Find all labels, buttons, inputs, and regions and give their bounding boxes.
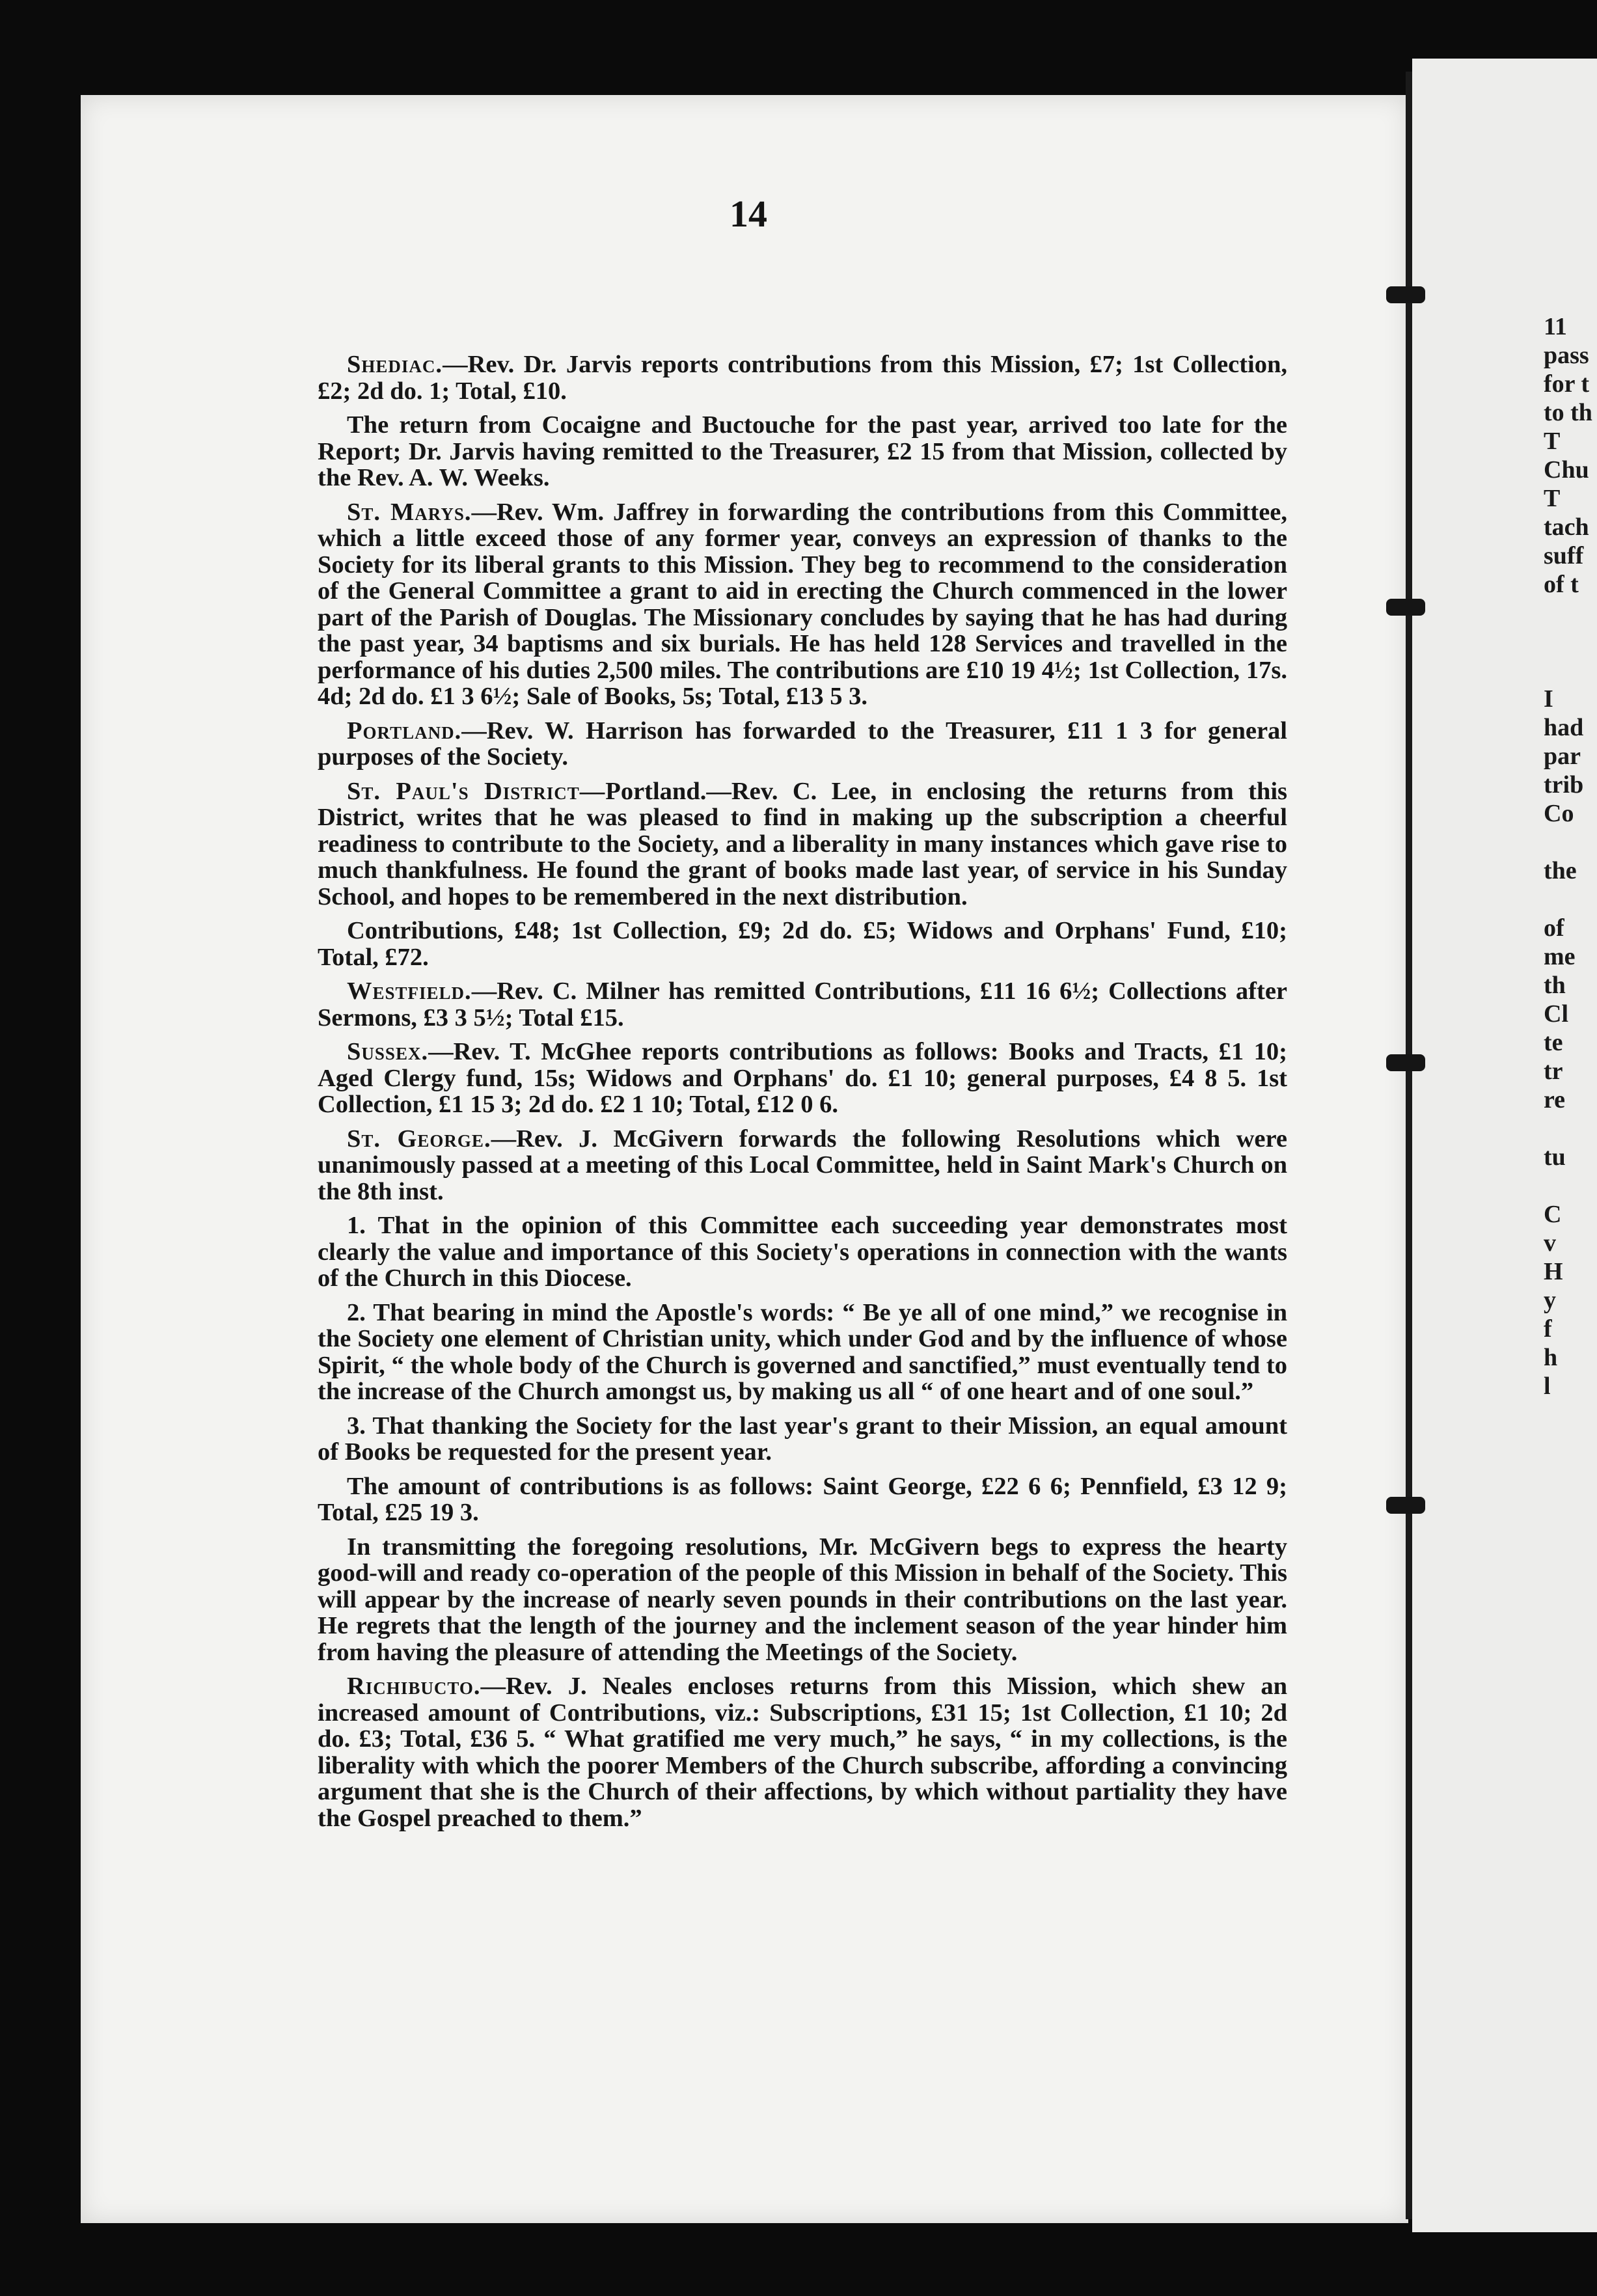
facing-page-fragment: re	[1544, 1086, 1566, 1114]
paragraph-text: In transmitting the foregoing resolutions, Mr. McGivern begs to express the hearty good-will and ready co-operation of the people of this Mission in behalf of the Society. This will appear by the increase of nearly seven pounds in their contributions on the last year. He regrets that the length of the journey and the inclement season of the year hinder him from having the pleasure of attending the Meetings of the Society.	[318, 1533, 1287, 1666]
page-number: 14	[730, 193, 767, 235]
facing-page-fragment: th	[1544, 972, 1566, 999]
facing-page-fragment: h	[1544, 1344, 1558, 1371]
paragraph-lead: Portland.	[347, 717, 462, 745]
facing-page-fragment: I	[1544, 685, 1553, 713]
facing-page-fragment: tr	[1544, 1058, 1563, 1085]
paragraph-lead: Richibucto.	[347, 1673, 481, 1700]
facing-page-fragment: v	[1544, 1229, 1556, 1257]
facing-page-fragment	[1544, 1114, 1597, 1143]
paragraph-text: —Rev. Dr. Jarvis reports contributions from this Mission, £7; 1st Collection, £2; 2d do. 1; Total, £10.	[318, 351, 1287, 405]
facing-page-fragment: C	[1544, 1201, 1562, 1228]
paragraph	[318, 978, 1287, 1031]
facing-page-fragment: suff	[1544, 542, 1584, 569]
paragraph-text: —Rev. T. McGhee reports contributions as follows: Books and Tracts, £1 10; Aged Clergy fund, 15s; Widows and Orphans' do. £1 10; general purposes, £4 8 5. 1st Collection, £1 15 3; 2d do. £2 1 10; Total, £12 0 6.	[318, 1038, 1287, 1118]
facing-page-fragment	[1544, 828, 1597, 856]
paragraph-text: 2. That bearing in mind the Apostle's words: “ Be ye all of one mind,” we recognise in the Society one element of Christian unity, which under God and by the influence of whose Spirit, “ the whole body of the Church is governed and sanctified,” must eventually tend to the increase of the Church amongst us, by making us all “ of one heart and of one soul.”	[318, 1298, 1287, 1405]
facing-page-fragment	[1544, 656, 1597, 685]
facing-page-fragment: H	[1544, 1258, 1563, 1285]
facing-page-fragment: to th	[1544, 399, 1592, 426]
paragraph-text: 3. That thanking the Society for the last year's grant to their Mission, an equal amount of Books be requested for the present year.	[318, 1412, 1287, 1466]
paragraph-text: —Rev. J. Neales encloses returns from this Mission, which shew an increased amount of Contributions, viz.: Subscriptions, £31 15; 1st Collection, £1 10; 2d do. £3; Total, £36 5. “ What gratified me very much,” he says, “ in my collections, is the liberality with which the poorer Members of the Church subscribe, affording a convincing argument that she is the Church of their affections, by which without partiality they have the Gospel preached to them.”	[318, 1673, 1287, 1832]
facing-page-fragment: Cl	[1544, 1000, 1568, 1028]
paragraph	[318, 918, 1287, 970]
paragraph	[318, 1534, 1287, 1666]
facing-page-fragment: par	[1544, 743, 1581, 770]
paragraph	[318, 1300, 1287, 1405]
facing-page-fragment: me	[1544, 943, 1576, 970]
paragraph	[318, 1212, 1287, 1292]
paragraph	[318, 1413, 1287, 1466]
binding-clip	[1386, 1497, 1425, 1514]
paragraph-text: —Rev. Wm. Jaffrey in forwarding the contributions from this Committee, which a little exceed those of any former year, conveys an expression of thanks to the Society for its liberal grants to this Mission. They beg to recommend to the consideration of the General Committee a grant to aid in erecting the Church commenced in the lower part of the Parish of Douglas. The Missionary concludes by saying that he has had during the past year, 34 baptisms and six burials. He has held 128 Services and travelled in the performance of his duties 2,500 miles. The contributions are £10 19 4½; 1st Collection, 17s. 4d; 2d do. £1 3 6½; Sale of Books, 5s; Total, £13 5 3.	[318, 498, 1287, 710]
facing-page-text	[1544, 312, 1597, 1401]
paragraph	[318, 351, 1287, 404]
book-spine	[1406, 72, 1412, 2219]
paragraph	[318, 778, 1287, 910]
facing-page-fragment: tach	[1544, 513, 1589, 541]
paragraph-text: Portland.—Rev. C. Lee, in enclosing the returns from this District, writes that he was pleased to find in making up the subscription a cheerful readiness to contribute to the Society, and a liberality in many instances which gave rise to much thankfulness. He found the grant of books made last year, of service in his Sunday School, and hopes to be remembered in the next distribution.	[318, 777, 1287, 910]
paragraph-lead: St. Paul's District—	[347, 777, 606, 805]
facing-page-fragment: Chu	[1544, 456, 1589, 484]
paragraph-lead: Sussex.	[347, 1038, 429, 1065]
facing-page-fragment: for t	[1544, 370, 1589, 398]
paragraph	[318, 1039, 1287, 1118]
paragraph-text: 1. That in the opinion of this Committee each succeeding year demonstrates most clearly the value and importance of this Society's operations in connection with the wants of the Church in this Diocese.	[318, 1212, 1287, 1292]
facing-page-fragment: of	[1544, 914, 1564, 942]
facing-page-fragment	[1544, 885, 1597, 914]
paragraph-text: The amount of contributions is as follows: Saint George, £22 6 6; Pennfield, £3 12 9; Total, £25 19 3.	[318, 1472, 1287, 1526]
facing-page-fragment	[1544, 599, 1597, 627]
paragraph	[318, 1473, 1287, 1526]
paragraph	[318, 1126, 1287, 1205]
facing-page-fragment: y	[1544, 1287, 1556, 1314]
page-body	[318, 351, 1287, 1839]
facing-page-fragment: pass	[1544, 342, 1589, 369]
paragraph-lead: Westfield.	[347, 977, 472, 1005]
facing-page-fragment: had	[1544, 714, 1584, 741]
facing-page-fragment: tu	[1544, 1143, 1566, 1171]
binding-clip	[1386, 286, 1425, 303]
facing-page-fragment: T	[1544, 485, 1561, 512]
facing-page-fragment: f	[1544, 1315, 1552, 1343]
paragraph	[318, 412, 1287, 491]
paragraph	[318, 499, 1287, 710]
facing-page-fragment	[1544, 627, 1597, 656]
paragraph-lead: Shediac.	[347, 351, 443, 378]
paragraph-text: —Rev. W. Harrison has forwarded to the Treasurer, £11 1 3 for general purposes of the Society.	[318, 717, 1287, 771]
paragraph-text: —Rev. J. McGivern forwards the following Resolutions which were unanimously passed at a meeting of this Local Committee, held in Saint Mark's Church on the 8th inst.	[318, 1125, 1288, 1205]
facing-page-fragment: l	[1544, 1373, 1551, 1400]
facing-page-fragment: te	[1544, 1029, 1563, 1056]
facing-page-fragment: the	[1544, 857, 1577, 884]
facing-page-fragment: of t	[1544, 571, 1579, 598]
binding-clip	[1386, 1054, 1425, 1071]
facing-page-fragment	[1544, 1171, 1597, 1200]
facing-page-fragment: T	[1544, 428, 1561, 455]
paragraph-text: —Rev. C. Milner has remitted Contributions, £11 16 6½; Collections after Sermons, £3 3 5½; Total £15.	[318, 977, 1287, 1032]
facing-page-fragment: Co	[1544, 800, 1574, 827]
facing-page-fragment: trib	[1544, 771, 1584, 799]
paragraph	[318, 718, 1287, 771]
binding-clip	[1386, 599, 1425, 616]
paragraph-lead: St. Marys.	[347, 498, 472, 526]
paragraph-text: The return from Cocaigne and Buctouche for the past year, arrived too late for the Report; Dr. Jarvis having remitted to the Treasurer, £2 15 from that Mission, collected by the Rev. A. W. Weeks.	[318, 411, 1287, 491]
paragraph-text: Contributions, £48; 1st Collection, £9; 2d do. £5; Widows and Orphans' Fund, £10; Total, £72.	[318, 917, 1287, 971]
facing-page-fragment: 11	[1544, 313, 1567, 340]
paragraph	[318, 1673, 1287, 1831]
paragraph-lead: St. George.	[347, 1125, 491, 1153]
